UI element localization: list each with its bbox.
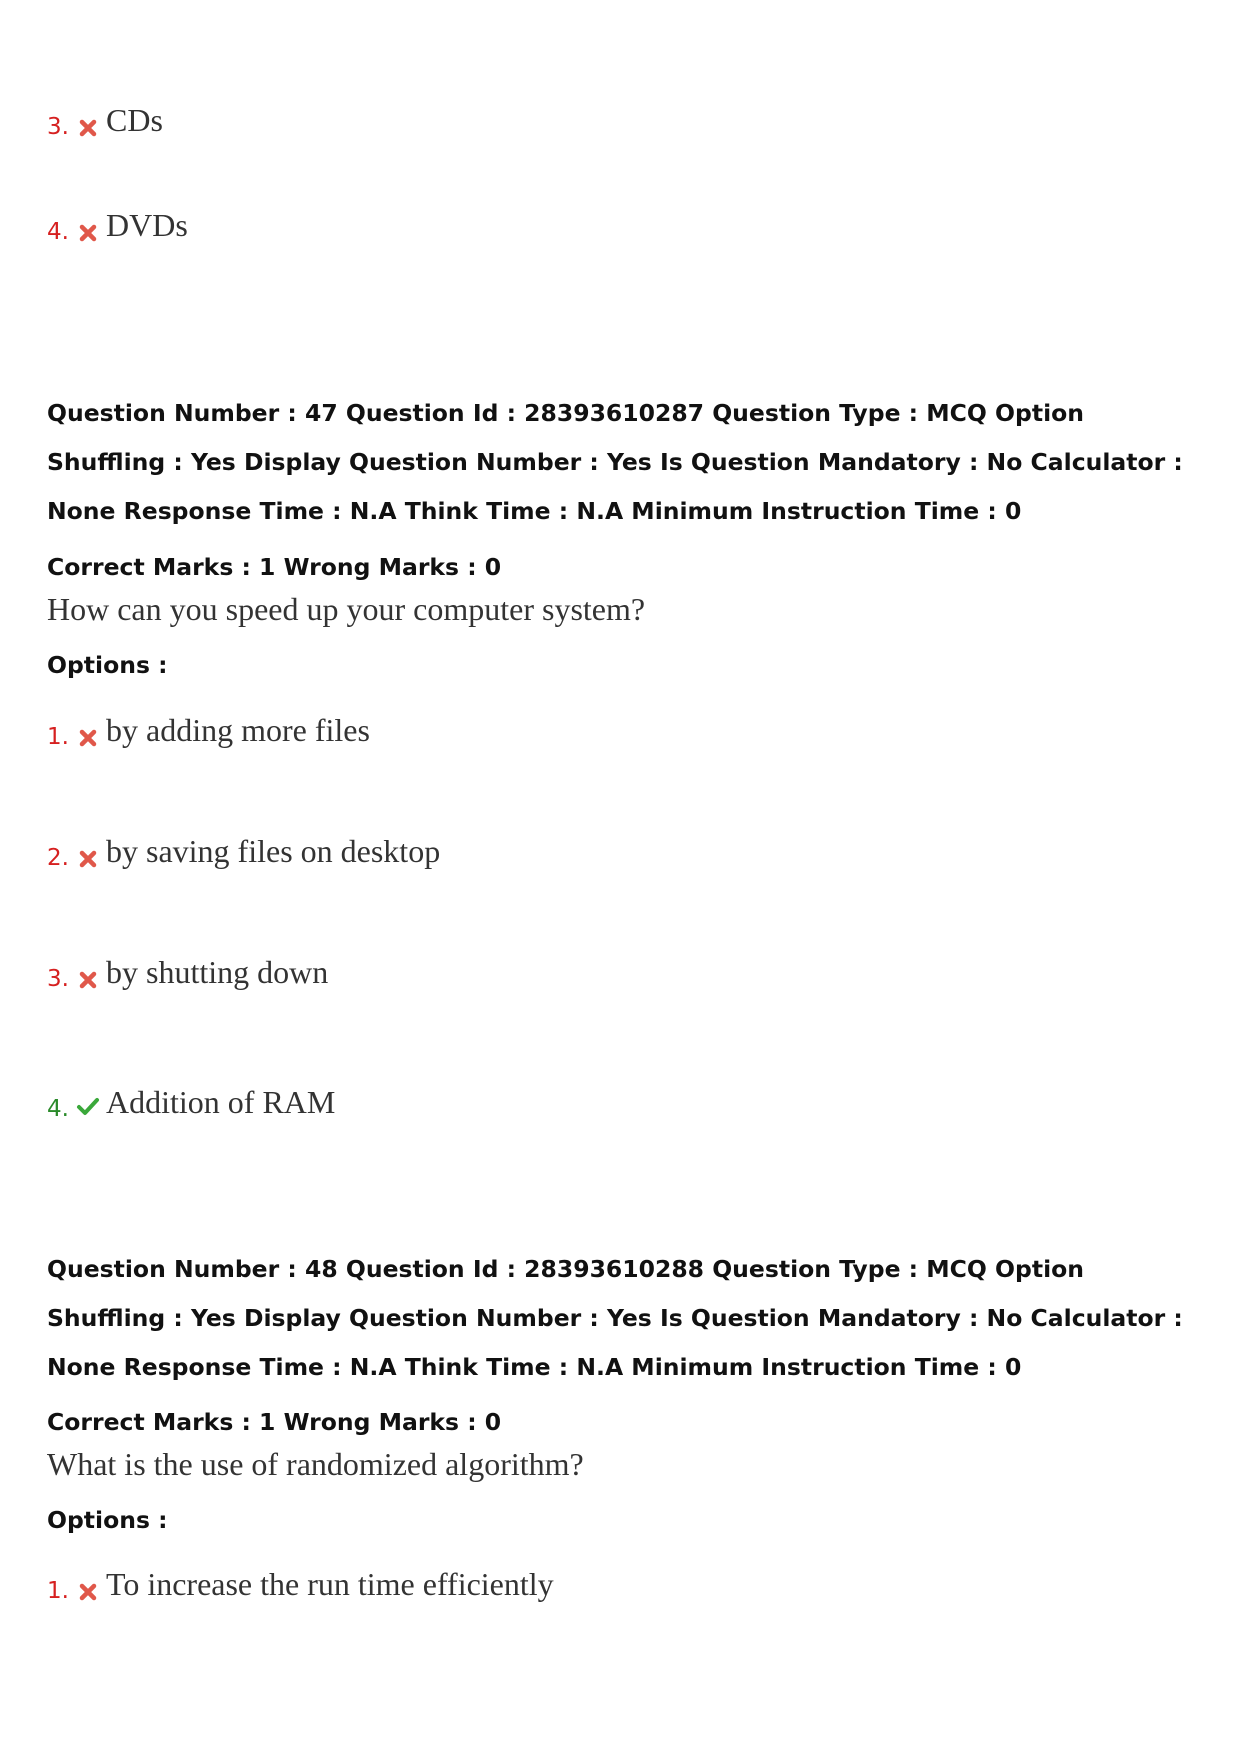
option-text: by saving files on desktop [106,832,441,869]
options-label: Options : [47,1506,168,1534]
wrong-cross-icon [76,968,100,992]
question-text: What is the use of randomized algorithm? [47,1446,584,1482]
option-text: CDs [106,101,163,138]
options-label: Options : [47,651,168,679]
wrong-cross-icon [76,1580,100,1604]
question-marks: Correct Marks : 1 Wrong Marks : 0 [47,1408,502,1436]
option-item [47,95,163,145]
option-number: 1. [47,724,69,750]
option-item [47,947,328,997]
option-number: 4. [47,1096,69,1122]
wrong-cross-icon [76,221,100,245]
option-number: 2. [47,845,69,871]
wrong-cross-icon [76,726,100,750]
check-mark-icon [76,1094,100,1118]
option-text: by shutting down [106,953,329,990]
wrong-cross-icon [76,116,100,140]
question-marks: Correct Marks : 1 Wrong Marks : 0 [47,553,502,581]
question-meta: Question Number : 47 Question Id : 28393610287 Question Type : MCQ Option Shuffling : Yes Display Question Number : Yes Is Question Mandatory : No Calculator : None Response Time : N.A Think Time : N.A Minimum Instruction Time : 0 [47,399,1183,525]
wrong-cross-icon [76,847,100,871]
option-text: To increase the run time efficiently [106,1565,554,1602]
question-meta: Question Number : 48 Question Id : 28393610288 Question Type : MCQ Option Shuffling : Yes Display Question Number : Yes Is Question Mandatory : No Calculator : None Response Time : N.A Think Time : N.A Minimum Instruction Time : 0 [47,1255,1183,1381]
option-item [47,705,370,755]
option-item [47,826,440,876]
option-item [47,200,188,250]
option-text: by adding more files [106,711,370,748]
option-number: 3. [47,966,69,992]
option-number: 1. [47,1578,69,1604]
option-number: 3. [47,114,69,140]
option-text: Addition of RAM [106,1083,336,1120]
option-text: DVDs [106,206,188,243]
question-text: How can you speed up your computer system? [47,591,646,627]
option-number: 4. [47,219,69,245]
option-item [47,1559,554,1609]
option-item [47,1077,335,1127]
